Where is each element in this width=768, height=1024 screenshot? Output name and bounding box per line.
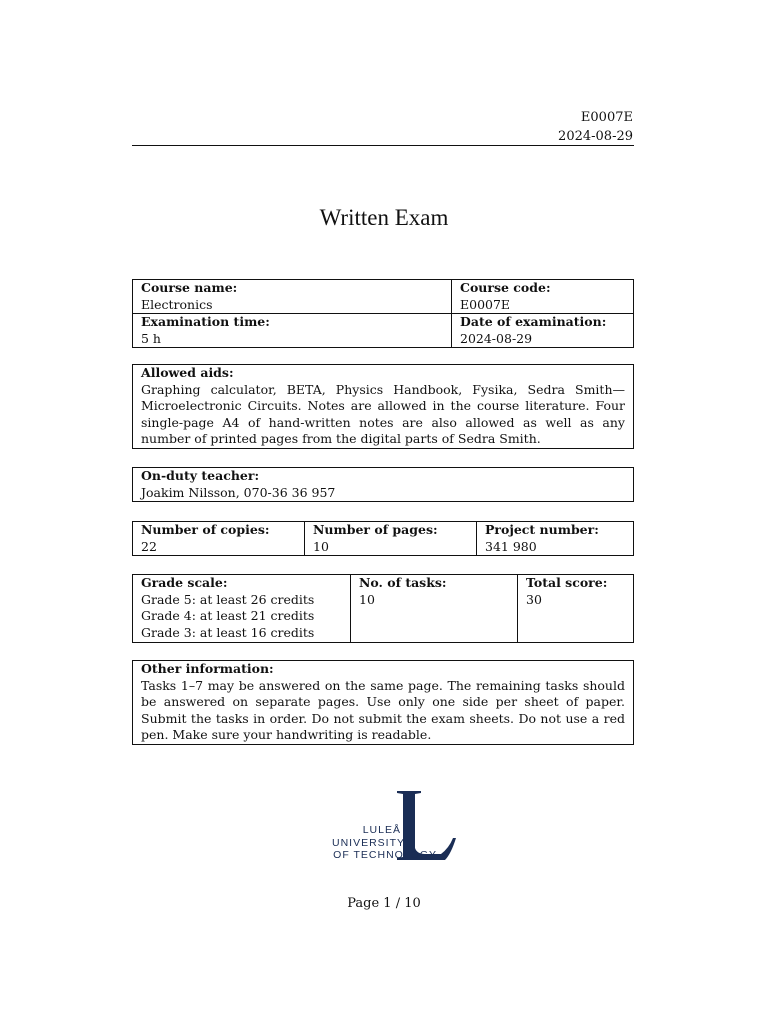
grade-scale-item: Grade 4: at least 21 credits bbox=[141, 608, 315, 623]
pages-cell bbox=[304, 522, 476, 555]
header-course-code: E0007E bbox=[580, 110, 633, 125]
grade-scale-item: Grade 3: at least 16 credits bbox=[141, 624, 315, 640]
score-cell bbox=[517, 575, 633, 642]
project-value: 341 980 bbox=[485, 538, 537, 554]
teacher-text: Joakim Nilsson, 070-36 36 957 bbox=[141, 484, 336, 500]
other-info-box bbox=[132, 660, 634, 745]
score-label: Total score: bbox=[526, 575, 608, 590]
course-code-value: E0007E bbox=[460, 296, 511, 312]
course-code-cell bbox=[451, 280, 633, 313]
grade-scale-label: Grade scale: bbox=[141, 575, 228, 590]
grades-box bbox=[132, 574, 634, 643]
allowed-aids-box bbox=[132, 364, 634, 449]
tasks-label: No. of tasks: bbox=[359, 575, 447, 590]
teacher-box bbox=[132, 467, 634, 502]
exam-time-value: 5 h bbox=[141, 330, 161, 346]
exam-time-label: Examination time: bbox=[141, 314, 270, 329]
tasks-cell bbox=[350, 575, 517, 642]
page-number: Page 1 / 10 bbox=[347, 896, 421, 911]
grade-scale-cell bbox=[133, 575, 350, 642]
other-info-text: Tasks 1–7 may be answered on the same page. The remaining tasks should be answered on separate pages. Use only one side per sheet of paper. Submit the tasks in order. Do not submit the exam sheets. Do not use a red pen. Make sure your handwriting is readable. bbox=[141, 677, 625, 742]
project-label: Project number: bbox=[485, 522, 599, 537]
header-block bbox=[558, 108, 633, 146]
course-code-label: Course code: bbox=[460, 280, 551, 295]
teacher-label: On-duty teacher: bbox=[141, 468, 260, 483]
course-name-value: Electronics bbox=[141, 296, 213, 312]
allowed-aids-label: Allowed aids: bbox=[141, 365, 234, 380]
counts-box bbox=[132, 521, 634, 556]
exam-date-label: Date of examination: bbox=[460, 314, 607, 329]
course-info-box bbox=[132, 279, 634, 348]
course-name-cell bbox=[133, 280, 451, 313]
pages-label: Number of pages: bbox=[313, 522, 438, 537]
logo-text-line1: LULEÅ bbox=[362, 824, 401, 836]
logo-text-line2: UNIVERSITY bbox=[331, 837, 405, 849]
university-logo bbox=[305, 788, 465, 863]
copies-value: 22 bbox=[141, 538, 157, 554]
grade-scale-item: Grade 5: at least 26 credits bbox=[141, 591, 315, 607]
header-divider bbox=[132, 145, 634, 146]
other-info-label: Other information: bbox=[141, 661, 274, 676]
header-date: 2024-08-29 bbox=[558, 129, 633, 144]
page-title: Written Exam bbox=[319, 205, 449, 230]
exam-date-value: 2024-08-29 bbox=[460, 330, 533, 346]
score-value: 30 bbox=[526, 591, 542, 607]
course-name-label: Course name: bbox=[141, 280, 238, 295]
exam-time-cell bbox=[133, 314, 451, 347]
pages-value: 10 bbox=[313, 538, 329, 554]
copies-label: Number of copies: bbox=[141, 522, 270, 537]
logo-text-line3: OF TECHNOLOGY bbox=[333, 849, 437, 861]
allowed-aids-text: Graphing calculator, BETA, Physics Handbook, Fysika, Sedra Smith—Microelectronic Circuits. Notes are allowed in the course literature. Four single-page A4 of hand-written notes are also allowed as well as any number of printed pages from the digital parts of Sedra Smith. bbox=[141, 381, 625, 446]
project-cell bbox=[476, 522, 633, 555]
copies-cell bbox=[133, 522, 304, 555]
exam-date-cell bbox=[451, 314, 633, 347]
tasks-value: 10 bbox=[359, 591, 375, 607]
